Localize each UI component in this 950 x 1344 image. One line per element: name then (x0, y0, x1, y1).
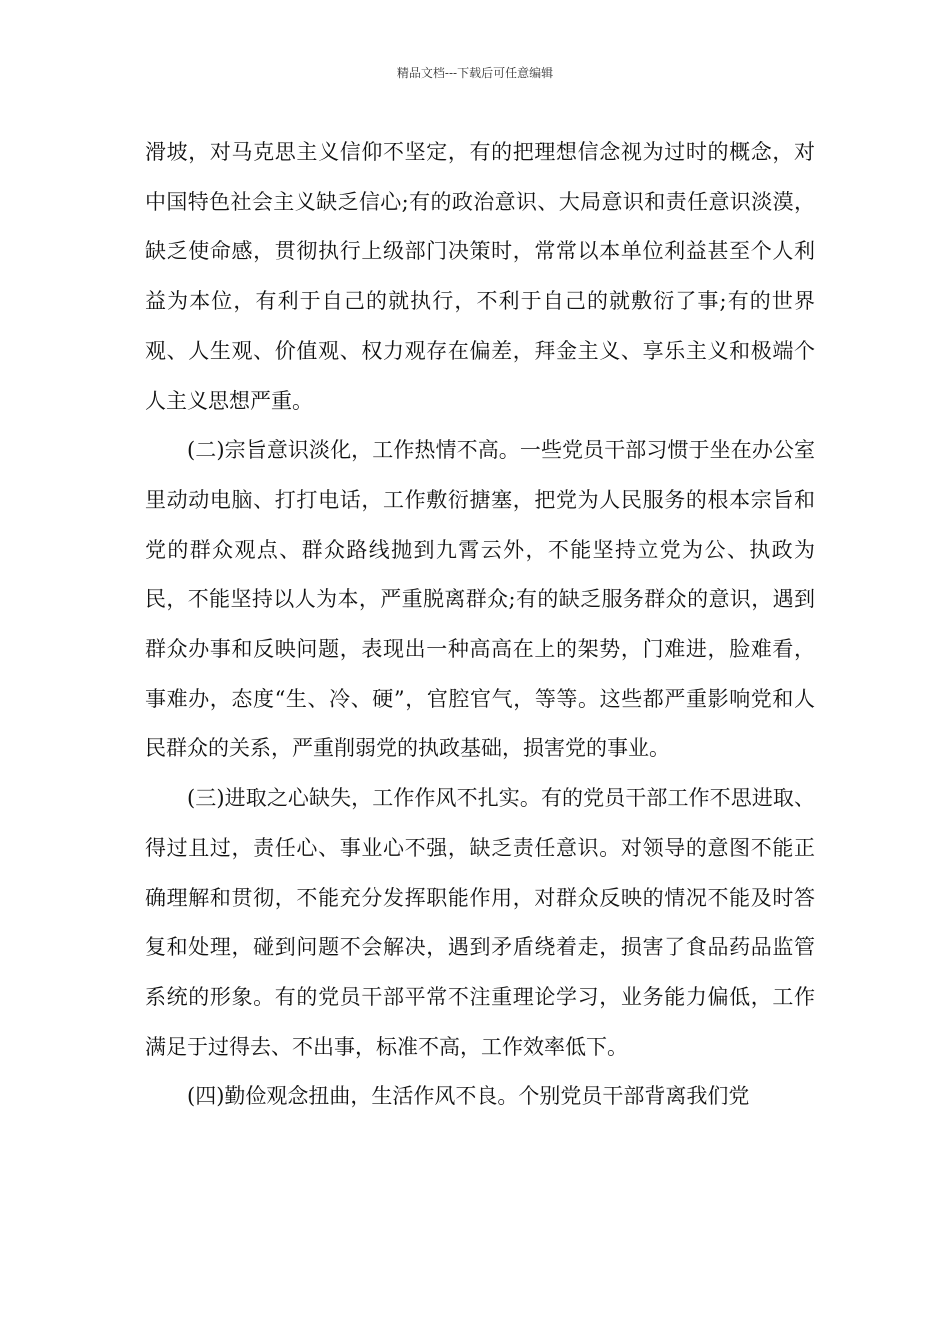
paragraph-1: 滑坡，对马克思主义信仰不坚定，有的把理想信念视为过时的概念，对中国特色社会主义缺乏信心;有的政治意识、大局意识和责任意识淡漠，缺乏使命感，贯彻执行上级部门决策时，常常以本单位利益甚至个人利益为本位，有利于自己的就执行，不利于自己的就敷衍了事;有的世界观、人生观、价值观、权力观存在偏差，拜金主义、享乐主义和极端个人主义思想严重。 (145, 140, 815, 413)
paragraph-3: (三)进取之心缺失，工作作风不扎实。有的党员干部工作不思进取、得过且过，责任心、事业心不强，缺乏责任意识。对领导的意图不能正确理解和贯彻，不能充分发挥职能作用，对群众反映的情况不能及时答复和处理，碰到问题不会解决，遇到矛盾绕着走，损害了食品药品监管系统的形象。有的党员干部平常不注重理论学习，业务能力偏低，工作满足于过得去、不出事，标准不高，工作效率低下。 (145, 786, 815, 1059)
page-header: 精品文档---下载后可任意编辑 (396, 66, 554, 80)
paragraph-4: (四)勤俭观念扭曲，生活作风不良。个别党员干部背离我们党 (187, 1084, 750, 1109)
paragraph-2: (二)宗旨意识淡化，工作热情不高。一些党员干部习惯于坐在办公室里动动电脑、打打电话，工作敷衍搪塞，把党为人民服务的根本宗旨和党的群众观点、群众路线抛到九霄云外，不能坚持立党为公、执政为民，不能坚持以人为本，严重脱离群众;有的缺乏服务群众的意识，遇到群众办事和反映问题，表现出一种高高在上的架势，门难进，脸难看，事难办，态度“生、冷、硬”，官腔官气，等等。这些都严重影响党和人民群众的关系，严重削弱党的执政基础，损害党的事业。 (145, 438, 815, 761)
document-body (145, 128, 815, 1122)
